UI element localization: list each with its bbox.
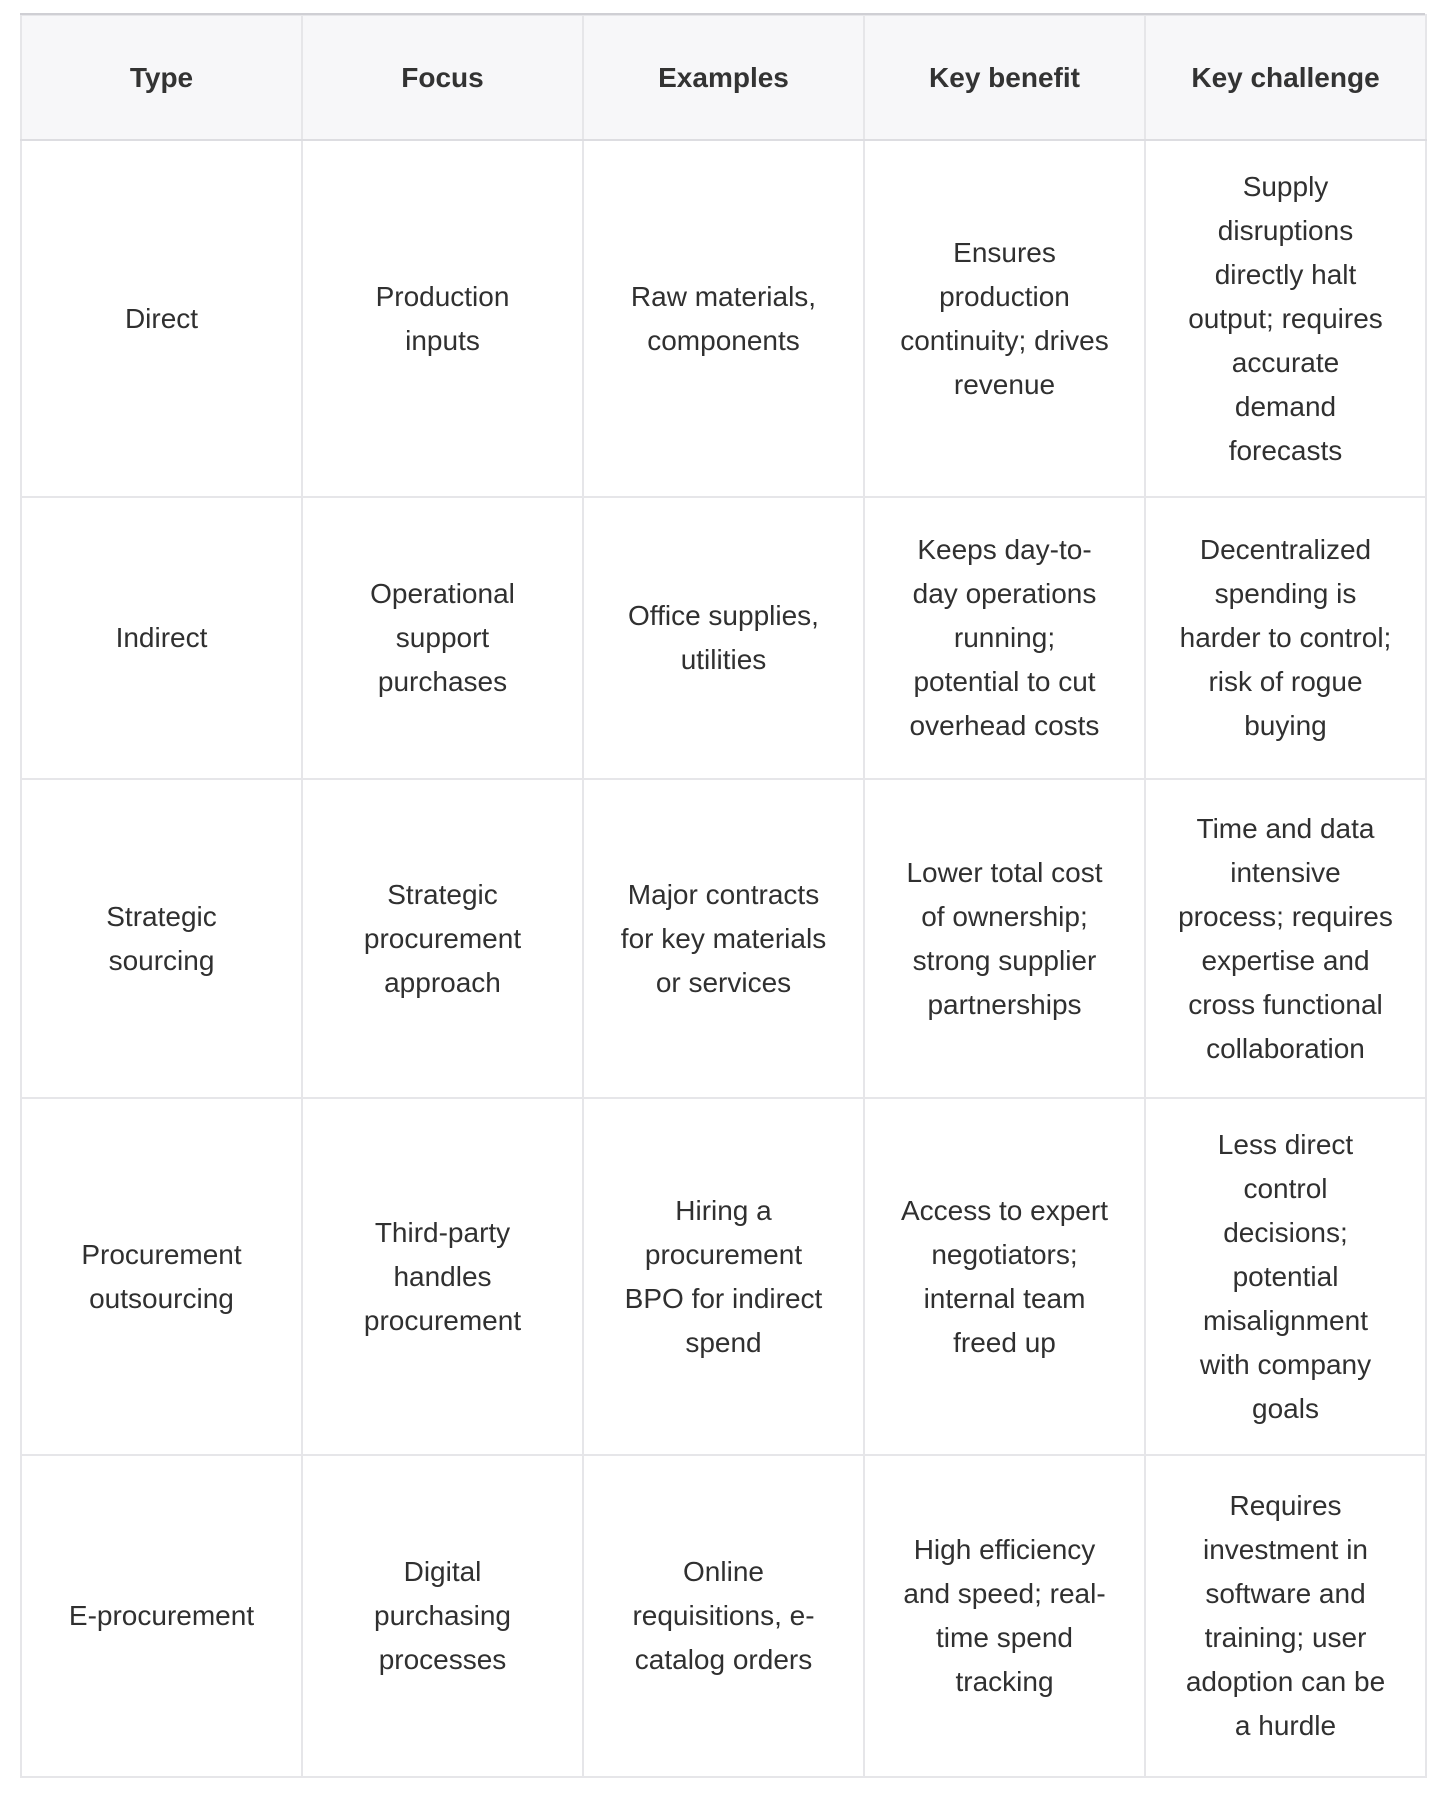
table-row-e-procurement xyxy=(21,1455,1426,1777)
column-header-focus: Focus xyxy=(302,15,583,140)
cell-type-indirect: Indirect xyxy=(21,497,302,779)
table-cell-key-challenge: Decentralized spending is harder to control; risk of rogue buying xyxy=(1145,497,1426,779)
column-header-key-benefit: Key benefit xyxy=(864,15,1145,140)
table-cell-key-benefit: Lower total cost of ownership; strong supplier partnerships xyxy=(864,779,1145,1098)
table-cell-key-benefit: Access to expert negotiators; internal team freed up xyxy=(864,1098,1145,1455)
table-cell-key-benefit: Ensures production continuity; drives revenue xyxy=(864,140,1145,497)
column-header-examples: Examples xyxy=(583,15,864,140)
table-row-indirect xyxy=(21,497,1426,779)
cell-type-direct: Direct xyxy=(21,140,302,497)
table-cell-key-benefit: Keeps day-to- day operations running; potential to cut overhead costs xyxy=(864,497,1145,779)
table-row-direct xyxy=(21,140,1426,497)
table-cell-examples: Major contracts for key materials or services xyxy=(583,779,864,1098)
table-cell-examples: Hiring a procurement BPO for indirect spend xyxy=(583,1098,864,1455)
table-row-strategic-sourcing xyxy=(21,779,1426,1098)
table-header-row xyxy=(21,15,1426,140)
cell-type-e-procurement: E-procurement xyxy=(21,1455,302,1777)
table-row-procurement-outsourcing xyxy=(21,1098,1426,1455)
cell-type-strategic-sourcing: Strategic sourcing xyxy=(21,779,302,1098)
table-cell-key-challenge: Requires investment in software and training; user adoption can be a hurdle xyxy=(1145,1455,1426,1777)
table-cell-examples: Raw materials, components xyxy=(583,140,864,497)
table-cell-focus: Production inputs xyxy=(302,140,583,497)
table-cell-key-benefit: High efficiency and speed; real- time spend tracking xyxy=(864,1455,1145,1777)
procurement-types-table xyxy=(20,14,1427,1778)
table-cell-focus: Third-party handles procurement xyxy=(302,1098,583,1455)
table-cell-focus: Strategic procurement approach xyxy=(302,779,583,1098)
table-cell-focus: Operational support purchases xyxy=(302,497,583,779)
table-cell-examples: Office supplies, utilities xyxy=(583,497,864,779)
table-cell-key-challenge: Less direct control decisions; potential misalignment with company goals xyxy=(1145,1098,1426,1455)
table-cell-focus: Digital purchasing processes xyxy=(302,1455,583,1777)
column-header-key-challenge: Key challenge xyxy=(1145,15,1426,140)
table-cell-key-challenge: Time and data intensive process; requires expertise and cross functional collaboration xyxy=(1145,779,1426,1098)
cell-type-procurement-outsourcing: Procurement outsourcing xyxy=(21,1098,302,1455)
table-cell-key-challenge: Supply disruptions directly halt output; requires accurate demand forecasts xyxy=(1145,140,1426,497)
table-cell-examples: Online requisitions, e- catalog orders xyxy=(583,1455,864,1777)
column-header-type: Type xyxy=(21,15,302,140)
